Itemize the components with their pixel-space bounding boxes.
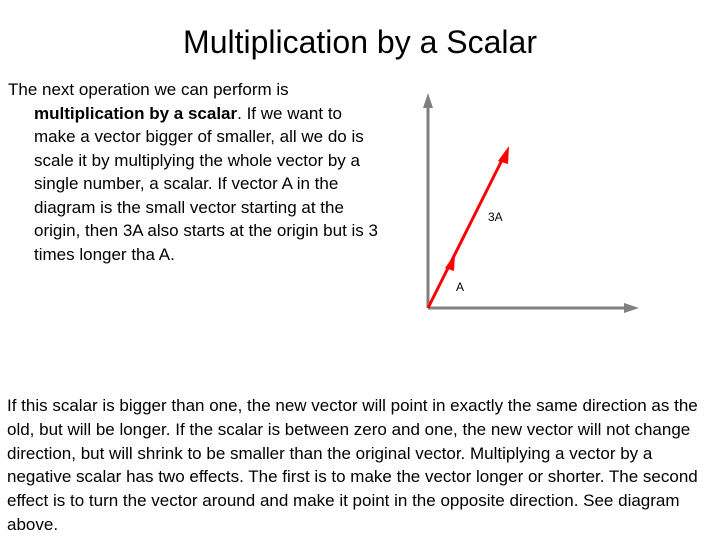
body-paragraph: If this scalar is bigger than one, the new vector will point in exactly the same direction as the old, but will be longer. If the scalar is between zero and one, the new vector will not change direction, but will shrink to be smaller than the original vector. Multiplying a vector by a negative scalar has two effects. The first is to make the vector longer or shorter. The second effect is to turn the vector around and make it point in the opposite direction. See diagram above. <box>7 396 698 534</box>
x-axis-arrowhead <box>624 303 639 313</box>
intro-paragraph <box>8 78 384 266</box>
vector-3a <box>428 156 504 308</box>
vector-a-arrowhead <box>445 254 455 271</box>
intro-text-end: . If we want to make a vector bigger of smaller, all we do is scale it by multiplying the whole vector by a single number, a scalar. If vector A in the diagram is the small vector starting at the origin, then 3A also starts at the origin but is 3 times longer tha A. <box>34 103 378 264</box>
label-3a: 3A <box>488 210 503 224</box>
label-a: A <box>456 280 465 294</box>
intro-text-start: The next operation we can perform is <box>8 80 289 99</box>
vector-3a-arrowhead <box>498 146 509 164</box>
y-axis-arrowhead <box>423 93 433 108</box>
vector-diagram <box>415 88 715 318</box>
slide-title: Multiplication by a Scalar <box>183 24 537 60</box>
intro-bold-term: multiplication by a scalar <box>34 103 238 123</box>
